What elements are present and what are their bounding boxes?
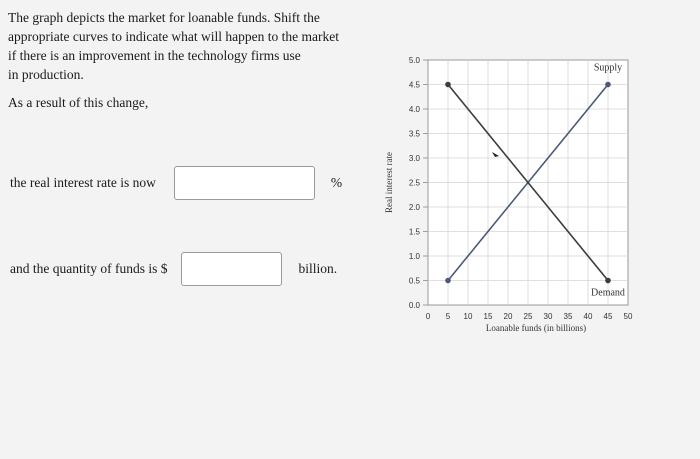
question-panel [8, 8, 358, 84]
supply-curve-handle[interactable] [445, 278, 451, 284]
y-tick-label: 1.5 [408, 227, 420, 237]
quantity-input[interactable] [181, 252, 282, 286]
x-tick-label: 15 [483, 312, 493, 321]
x-tick-label: 5 [445, 312, 451, 321]
y-tick-label: 4.5 [408, 80, 420, 90]
y-tick-label: 0.0 [408, 301, 420, 310]
x-tick-label: 20 [503, 312, 513, 321]
x-axis-label: Loanable funds (in billions) [485, 323, 587, 333]
y-tick-label: 2.5 [408, 178, 420, 188]
demand-curve-handle[interactable] [445, 82, 451, 88]
y-tick-label: 2.0 [408, 203, 420, 212]
interest-rate-label: the real interest rate is now [10, 175, 156, 190]
quantity-label: and the quantity of funds is $ [10, 261, 168, 276]
y-tick-label: 4.0 [408, 105, 420, 114]
y-tick-label: 5.0 [408, 56, 420, 65]
x-tick-label: 45 [603, 312, 613, 321]
demand-curve-label: Demand [591, 287, 625, 299]
result-intro: As a result of this change, [8, 95, 149, 110]
x-tick-label: 35 [563, 312, 573, 321]
x-tick-label: 40 [583, 312, 593, 321]
x-tick-label: 10 [463, 312, 473, 321]
y-tick-label: 0.5 [408, 276, 420, 286]
x-tick-label: 0 [425, 312, 431, 321]
interest-rate-input[interactable] [174, 166, 315, 200]
quantity-unit: billion. [298, 261, 338, 276]
y-axis-label: Real interest rate [384, 152, 394, 213]
x-tick-label: 30 [543, 312, 553, 321]
y-tick-label: 1.0 [408, 252, 420, 261]
x-tick-label: 50 [623, 312, 633, 321]
quantity-row [10, 252, 337, 286]
question-prompt: The graph depicts the market for loanable funds. Shift the appropriate curves to indicate what will happen to the market if there is an improvement in the technology firms use in production. [8, 10, 340, 82]
supply-curve-handle[interactable] [605, 82, 611, 88]
x-tick-label: 25 [523, 312, 533, 321]
y-tick-label: 3.5 [408, 129, 420, 139]
y-tick-label: 3.0 [408, 154, 420, 163]
demand-curve-handle[interactable] [605, 278, 611, 284]
interest-rate-unit: % [330, 175, 343, 190]
supply-curve-label: Supply [593, 62, 623, 74]
interest-rate-row [10, 166, 342, 200]
loanable-funds-chart[interactable] [372, 40, 697, 340]
